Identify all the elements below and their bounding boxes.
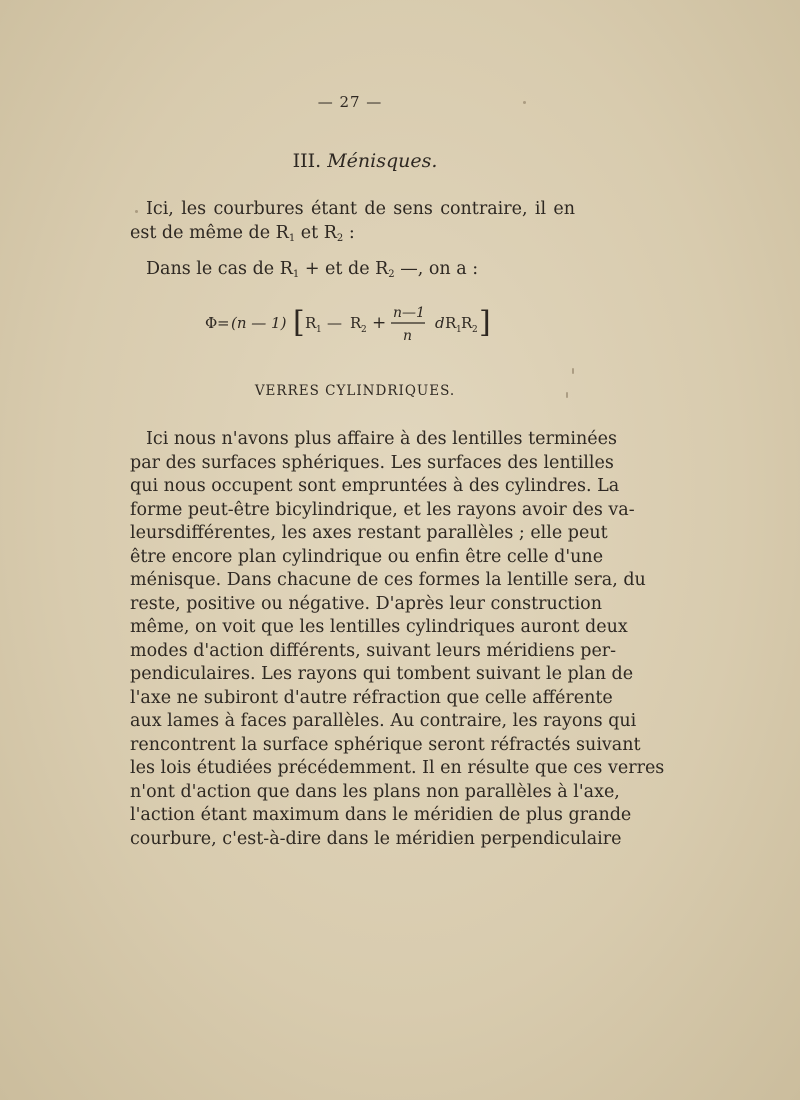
body-line: leursdifférentes, les axes restant parallèles ; elle peut (130, 523, 608, 543)
body-line: pendiculaires. Les rayons qui tombent suivant le plan de (130, 664, 634, 684)
formula-dr1-sub: 1 (456, 325, 462, 335)
body-line: ménisque. Dans chacune de ces formes la lentille sera, du (130, 570, 646, 590)
subscript: 2 (336, 232, 344, 244)
body-paragraph (130, 428, 665, 851)
formula-r2-sub: 2 (361, 325, 367, 335)
text-line: Ici, les courbures étant de sens contraire, il en est de (130, 199, 575, 243)
formula-equals: = (217, 314, 230, 332)
body-line: aux lames à faces parallèles. Au contraire, les rayons qui (130, 711, 637, 731)
formula-dr2: R (461, 314, 473, 332)
formula-denominator: n (403, 328, 413, 344)
text-fragment: + et de R (299, 259, 389, 279)
subscript: 2 (388, 269, 395, 280)
formula-r2: R (350, 314, 362, 332)
body-line: courbure, c'est-à-dire dans le méridien perpendiculaire (130, 828, 622, 849)
body-line: l'action étant maximum dans le méridien de plus grande (130, 805, 632, 825)
body-line: par des surfaces sphériques. Les surfaces des lentilles (130, 452, 614, 473)
text-fragment: même de R (189, 222, 289, 243)
paper-speck (523, 101, 526, 104)
paper-speck (135, 210, 138, 213)
formula-dr1: R (445, 314, 457, 332)
subscript: 1 (288, 232, 296, 244)
formula-right-bracket: ] (479, 305, 491, 340)
paragraph-curvatures (130, 198, 575, 245)
body-line: rencontrent la surface sphérique seront réfractés suivant (130, 734, 641, 755)
formula-r1: R (305, 314, 317, 332)
paper-speck (572, 368, 574, 374)
body-line: modes d'action différents, suivant leurs méridiens per- (130, 640, 617, 661)
formula-plus: + (372, 313, 387, 333)
body-line: être encore plan cylindrique ou enfin être celle d'une (130, 546, 604, 567)
section-numeral: III. (292, 150, 322, 172)
formula-r1-sub: 1 (316, 325, 322, 335)
body-line: reste, positive ou négative. D'après leur construction (130, 593, 602, 614)
subscript: 1 (292, 269, 300, 280)
text-fragment: Dans le cas de R (146, 259, 293, 279)
body-line: qui nous occupent sont empruntées à des cylindres. La (130, 476, 620, 496)
body-line: l'axe ne subiront d'autre réfraction que celle afférente (130, 687, 613, 708)
text-fragment: —, on a : (394, 259, 479, 279)
formula-d: d (435, 314, 445, 332)
text-fragment: et R (295, 222, 337, 243)
subheading: VERRES CYLINDRIQUES. (254, 383, 456, 399)
formula-dr2-sub: 2 (472, 325, 478, 335)
section-title: Ménisques. (327, 150, 438, 172)
paper-speck (566, 392, 568, 398)
formula (205, 298, 505, 346)
page-number: — 27 — (317, 93, 383, 111)
paragraph-case (130, 258, 575, 282)
formula-svg (205, 298, 505, 346)
body-line: n'ont d'action que dans les plans non parallèles à l'axe, (130, 781, 620, 802)
body-line: même, on voit que les lentilles cylindriques auront deux (130, 617, 628, 637)
body-line: les lois étudiées précédemment. Il en résulte que ces verres (130, 758, 665, 778)
formula-numerator: n—1 (393, 305, 425, 321)
formula-phi: Φ (205, 314, 218, 332)
text-fragment: : (343, 222, 355, 243)
formula-factor: (n — 1) (231, 314, 287, 332)
body-line: Ici nous n'avons plus affaire à des lentilles terminées (146, 429, 617, 449)
body-line: forme peut-être bicylindrique, et les rayons avoir des va- (130, 499, 635, 520)
section-heading (0, 150, 730, 172)
formula-minus: — (327, 314, 342, 332)
formula-left-bracket: [ (293, 305, 305, 340)
